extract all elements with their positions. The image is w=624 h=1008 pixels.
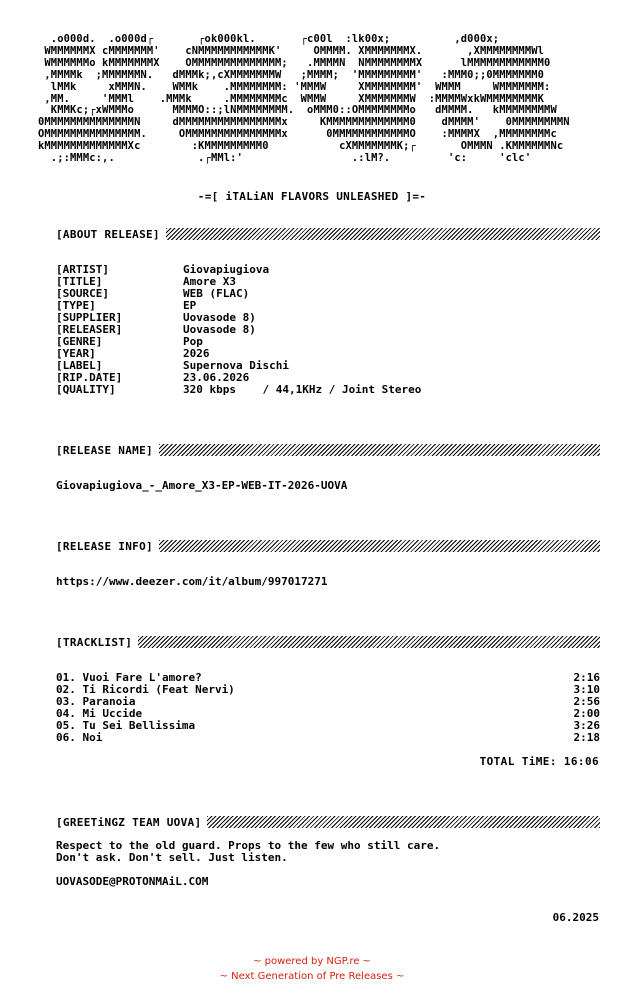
detail-key: [QUALITY] — [56, 383, 116, 396]
detail-value: Amore X3 — [183, 275, 236, 288]
nfo-date: 06.2025 — [552, 911, 599, 924]
contact-email[interactable]: UOVASODE@PROTONMAiL.COM — [56, 875, 209, 888]
release-name-header — [56, 443, 600, 457]
greetings-line: Don't ask. Don't sell. Just listen. — [56, 851, 288, 864]
detail-key: [TITLE] — [56, 275, 103, 288]
detail-key: [SUPPLIER] — [56, 311, 123, 324]
detail-value: EP — [183, 299, 197, 312]
detail-key: [SOURCE] — [56, 287, 109, 300]
greetings-header — [56, 815, 600, 829]
detail-row — [56, 384, 421, 396]
track-row — [56, 732, 600, 744]
detail-value: Uovasode 8) — [183, 323, 256, 336]
section-title: [GREETiNGZ TEAM UOVA] — [56, 815, 202, 829]
track-row — [56, 720, 600, 732]
track-title: 05. Tu Sei Bellissima — [56, 719, 196, 732]
hatch-divider — [159, 444, 600, 456]
hatch-divider — [159, 540, 600, 552]
track-title: 02. Ti Ricordi (Feat Nervi) — [56, 683, 235, 696]
detail-row — [56, 336, 421, 348]
track-time: 3:26 — [573, 719, 600, 732]
release-info-header — [56, 539, 600, 553]
track-time: 2:18 — [573, 731, 600, 744]
section-title: [ABOUT RELEASE] — [56, 227, 160, 241]
section-title: [TRACKLIST] — [56, 635, 133, 649]
footer-powered-by[interactable]: ~ powered by NGP.re ~ — [253, 956, 371, 967]
detail-row — [56, 324, 421, 336]
detail-value: 2026 — [183, 347, 210, 360]
detail-key: [GENRE] — [56, 335, 103, 348]
section-title: [RELEASE NAME] — [56, 443, 153, 457]
detail-value: WEB (FLAC) — [183, 287, 250, 300]
detail-key: [YEAR] — [56, 347, 96, 360]
release-details — [56, 264, 421, 396]
about-release-header — [56, 227, 600, 241]
detail-key: [RIP.DATE] — [56, 371, 123, 384]
hatch-divider — [207, 816, 600, 828]
footer-tagline: ~ Next Generation of Pre Releases ~ — [219, 971, 405, 982]
track-title: 01. Vuoi Fare L'amore? — [56, 671, 202, 684]
tagline: -=[ iTALiAN FLAVORS UNLEASHED ]=- — [197, 190, 427, 203]
detail-value: Uovasode 8) — [183, 311, 256, 324]
detail-key: [RELEASER] — [56, 323, 123, 336]
track-title: 06. Noi — [56, 731, 103, 744]
total-time: TOTAL TiME: 16:06 — [479, 755, 599, 768]
ascii-art-logo: .o000d. .o000d┌ ┌ok000kl. ┌c00l :lk00x; ,d000x; WMMMMMMX cMMMMMMM' cNMMMMMMMMMMMK' OMMMM. XMMMMMMMX. ,XMMMMMMMMWl WMMMMMMo kMMMMMMMX OMMMMMMMMMMMMMM; .MMMMN NMMMMMMMMX lMMMMMMMMMMMM0 ,MMMMk ;MMMMMMN. dMMMk;,cXMMMMMMMW ;MMMM; 'MMMMMMMMM' :MMM0;;0MMMMMMM0 lMMk xMMMN. WMMk .MMMMMMMM: 'MMMW XMMMMMMMM' WMMM WMMMMMMM: ,MM. 'MMMl .MMMk .MMMMMMMMc WMMW XMMMMMMMW :MMMMWxkWMMMMMMMMK KMMKc;┌xWMMMo MMMMO::;lNMMMMMMMM. oMMM0::OMMMMMMMMo dMMMM. kMMMMMMMMW 0MMMMMMMMMMMMMMN dMMMMMMMMMMMMMMMMx KMMMMMMMMMMMMM0 dMMMM' 0MMMMMMMMN OMMMMMMMMMMMMMMM. OMMMMMMMMMMMMMMMx 0MMMMMMMMMMMMO :MMMMX ,MMMMMMMMc kMMMMMMMMMMMMMXc :KMMMMMMMMM0 cXMMMMMMMK;┌ OMMMN .KMMMMMMNc .;:MMMc:,. .┌MMl:' .:lM?. 'c: 'clc' — [38, 33, 570, 165]
track-title: 04. Mi Uccide — [56, 707, 143, 720]
detail-value: 23.06.2026 — [183, 371, 250, 384]
track-time: 2:16 — [573, 671, 600, 684]
detail-key: [ARTIST] — [56, 263, 109, 276]
track-row — [56, 684, 600, 696]
greetings-line: Respect to the old guard. Props to the few who still care. — [56, 839, 441, 852]
detail-key: [TYPE] — [56, 299, 96, 312]
detail-value: Giovapiugiova — [183, 263, 270, 276]
detail-value: Pop — [183, 335, 203, 348]
release-info-url[interactable]: https://www.deezer.com/it/album/997017271 — [56, 575, 328, 588]
track-time: 3:10 — [573, 683, 600, 696]
tracklist-header — [56, 635, 600, 649]
detail-value: 320 kbps / 44,1KHz / Joint Stereo — [183, 383, 422, 396]
release-name-value: Giovapiugiova_-_Amore_X3-EP-WEB-IT-2026-UOVA — [56, 479, 348, 492]
section-title: [RELEASE INFO] — [56, 539, 153, 553]
hatch-divider — [166, 228, 600, 240]
track-time: 2:00 — [573, 707, 600, 720]
detail-row — [56, 264, 421, 276]
detail-key: [LABEL] — [56, 359, 103, 372]
track-title: 03. Paranoia — [56, 695, 136, 708]
detail-row — [56, 288, 421, 300]
track-time: 2:56 — [573, 695, 600, 708]
hatch-divider — [138, 636, 600, 648]
detail-value: Supernova Dischi — [183, 359, 289, 372]
tracklist — [56, 672, 600, 744]
